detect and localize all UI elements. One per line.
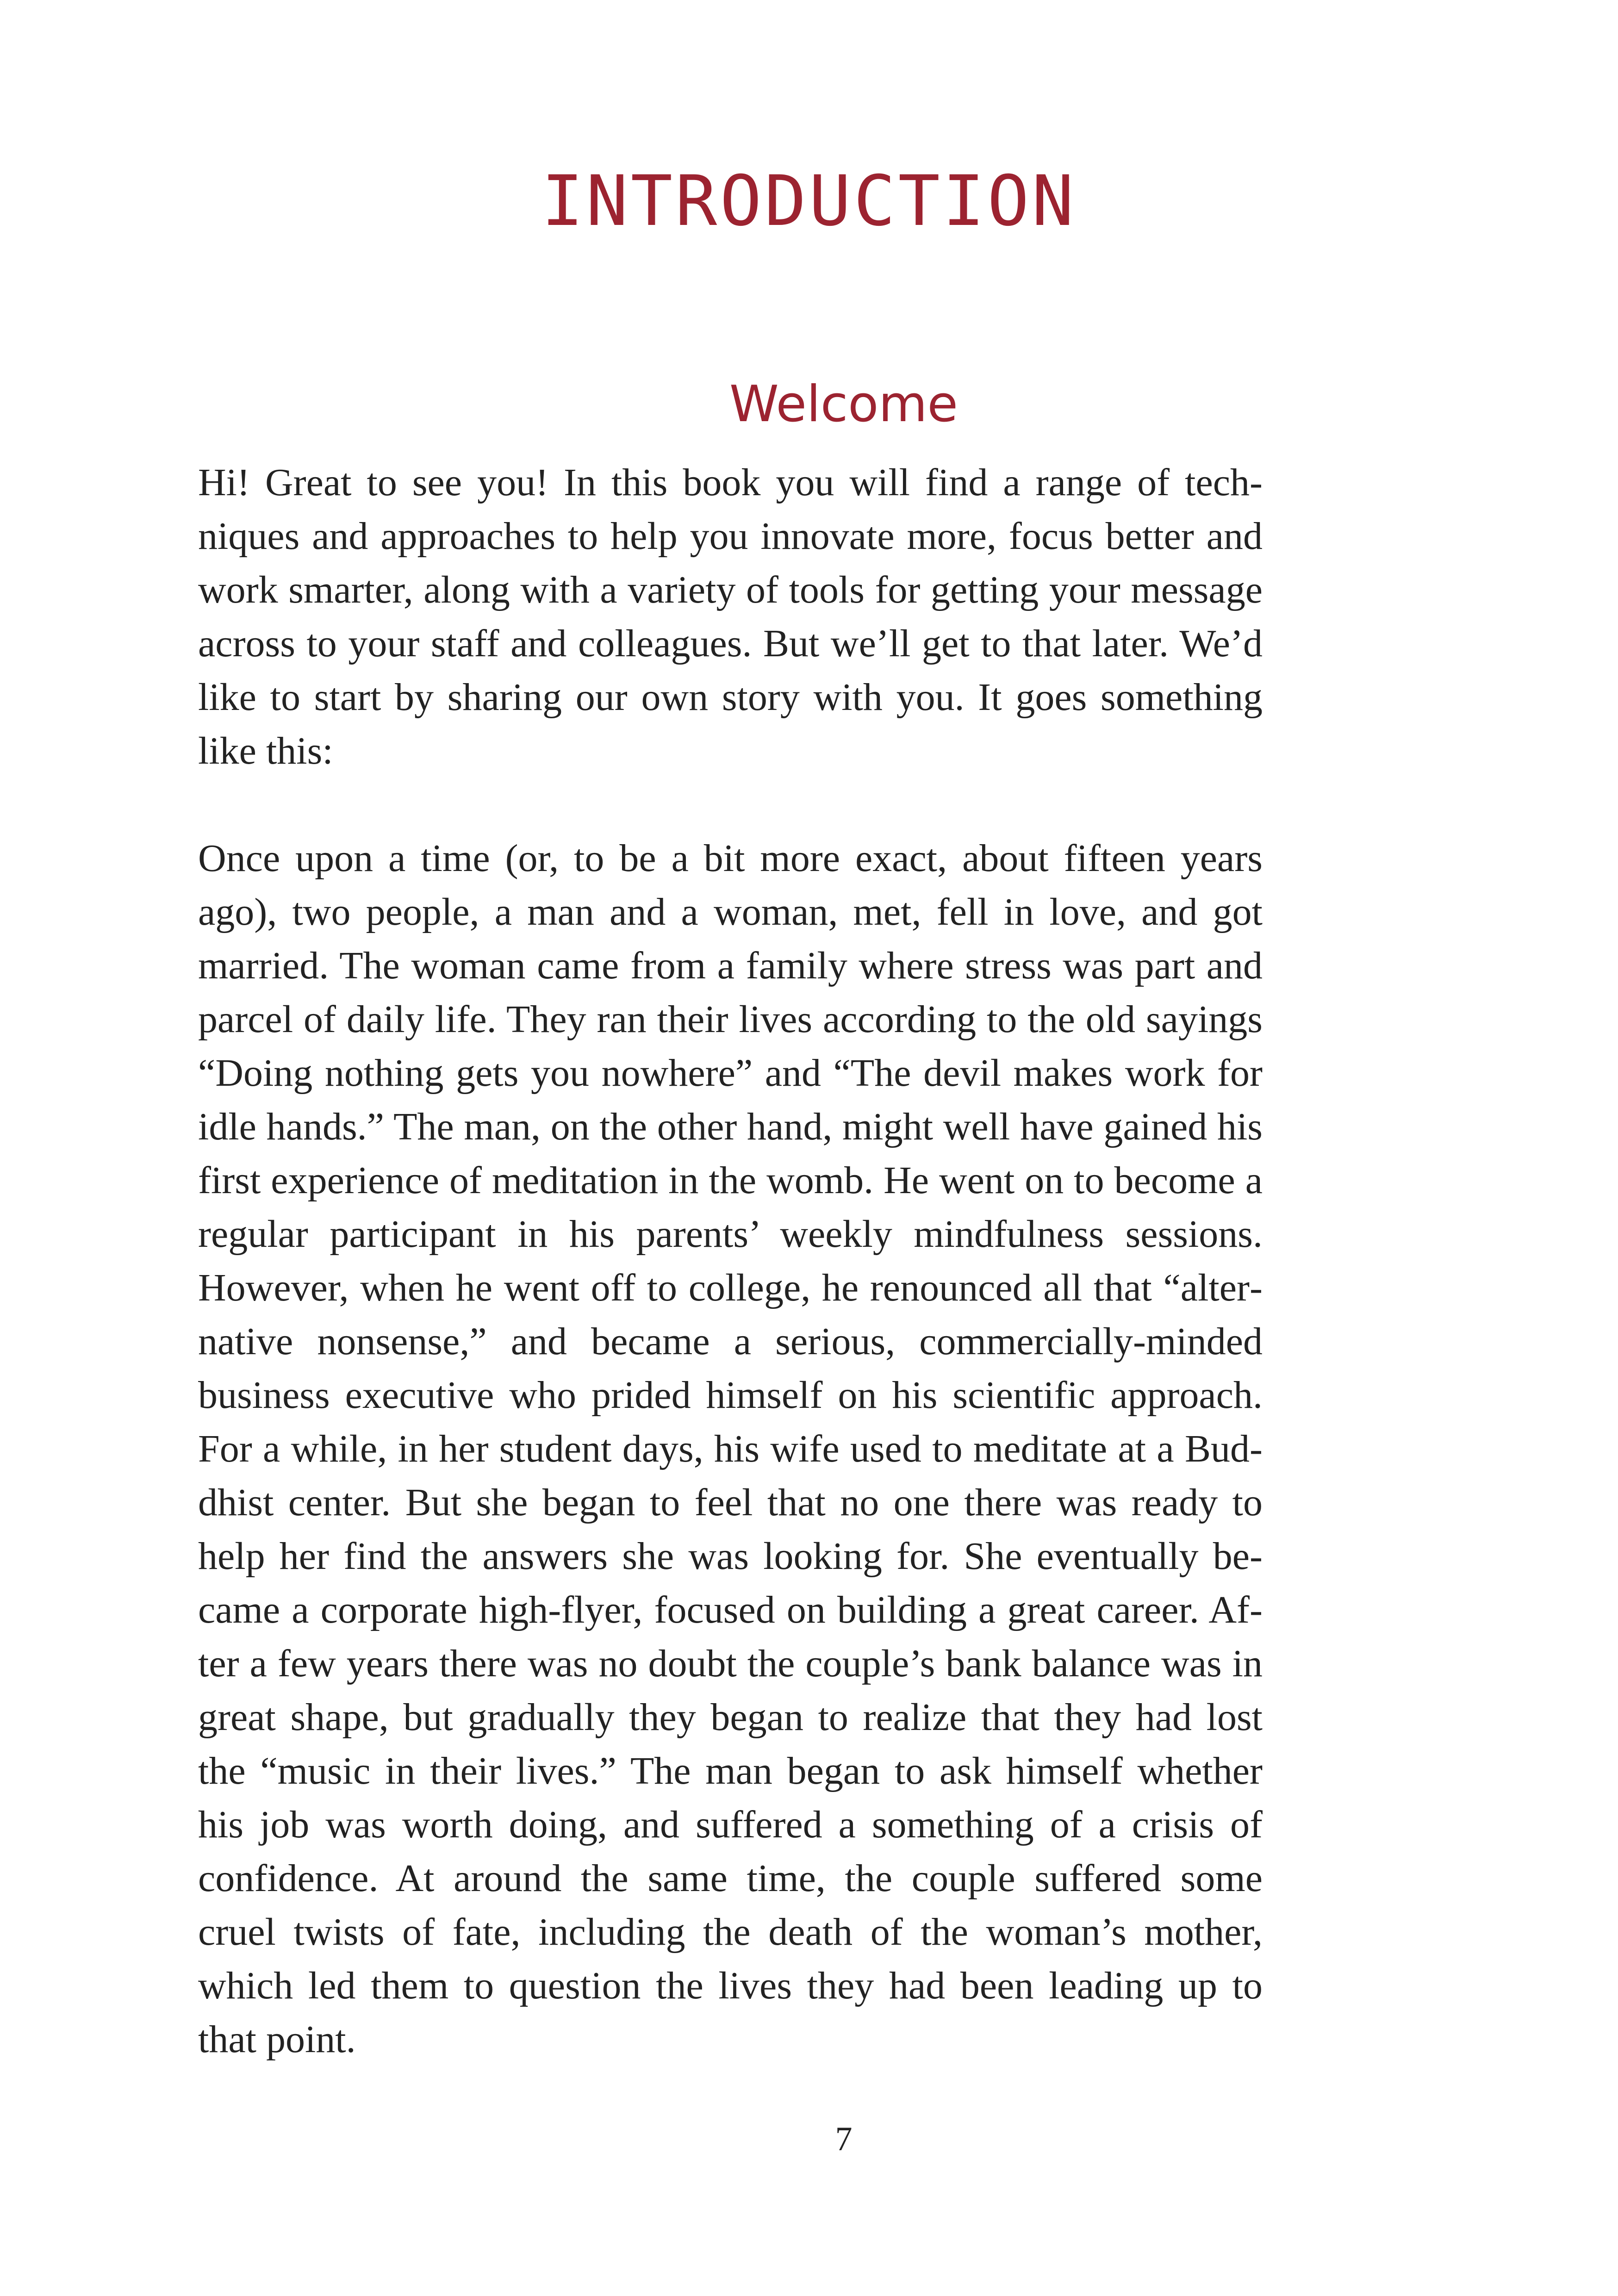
paragraph-story: Once upon a time (or, to be a bit more exact, about fifteen years ago), two people, a man and a woman, met, fell in love, and got married. The woman came from a family where stress was part and parcel of daily life. They ran their lives according to the old sayings “Doing nothing gets you nowhere” and “The devil makes work for idle hands.” The man, on the other hand, might well have gained his first experience of meditation in the womb. He went on to become a regular participant in his parents’ weekly mindfulness sessions. However, when he went off to college, he renounced all that “alternative nonsense,” and became a serious, commercially-minded business executive who prided himself on his scientific approach. For a while, in her student days, his wife used to meditate at a Buddhist center. But she began to feel that no one there was ready to help her find the answers she was looking for. She eventually became a corporate high-flyer, focused on building a great career. After a few years there was no doubt the couple’s bank balance was in great shape, but gradually they began to realize that they had lost the “music in their lives.” The man began to ask himself whether his job was worth doing, and suffered a something of a crisis of confidence. At around the same time, the couple suffered some cruel twists of fate, including the death of the woman’s mother, which led them to question the lives they had been leading up to that point.	[198, 837, 1263, 2061]
page-number: 7	[835, 2120, 853, 2158]
chapter-title: INTRODUCTION	[541, 161, 1077, 242]
paragraph-intro: Hi! Great to see you! In this book you will find a range of techniques and approaches to help you innovate more, focus better and work smarter, along with a variety of tools for getting your message across to your staff and colleagues. But we’ll get to that later. We’d like to start by sharing our own story with you. It goes something like this:	[198, 461, 1263, 772]
body-text	[198, 456, 1263, 2066]
section-title: Welcome	[729, 375, 958, 433]
